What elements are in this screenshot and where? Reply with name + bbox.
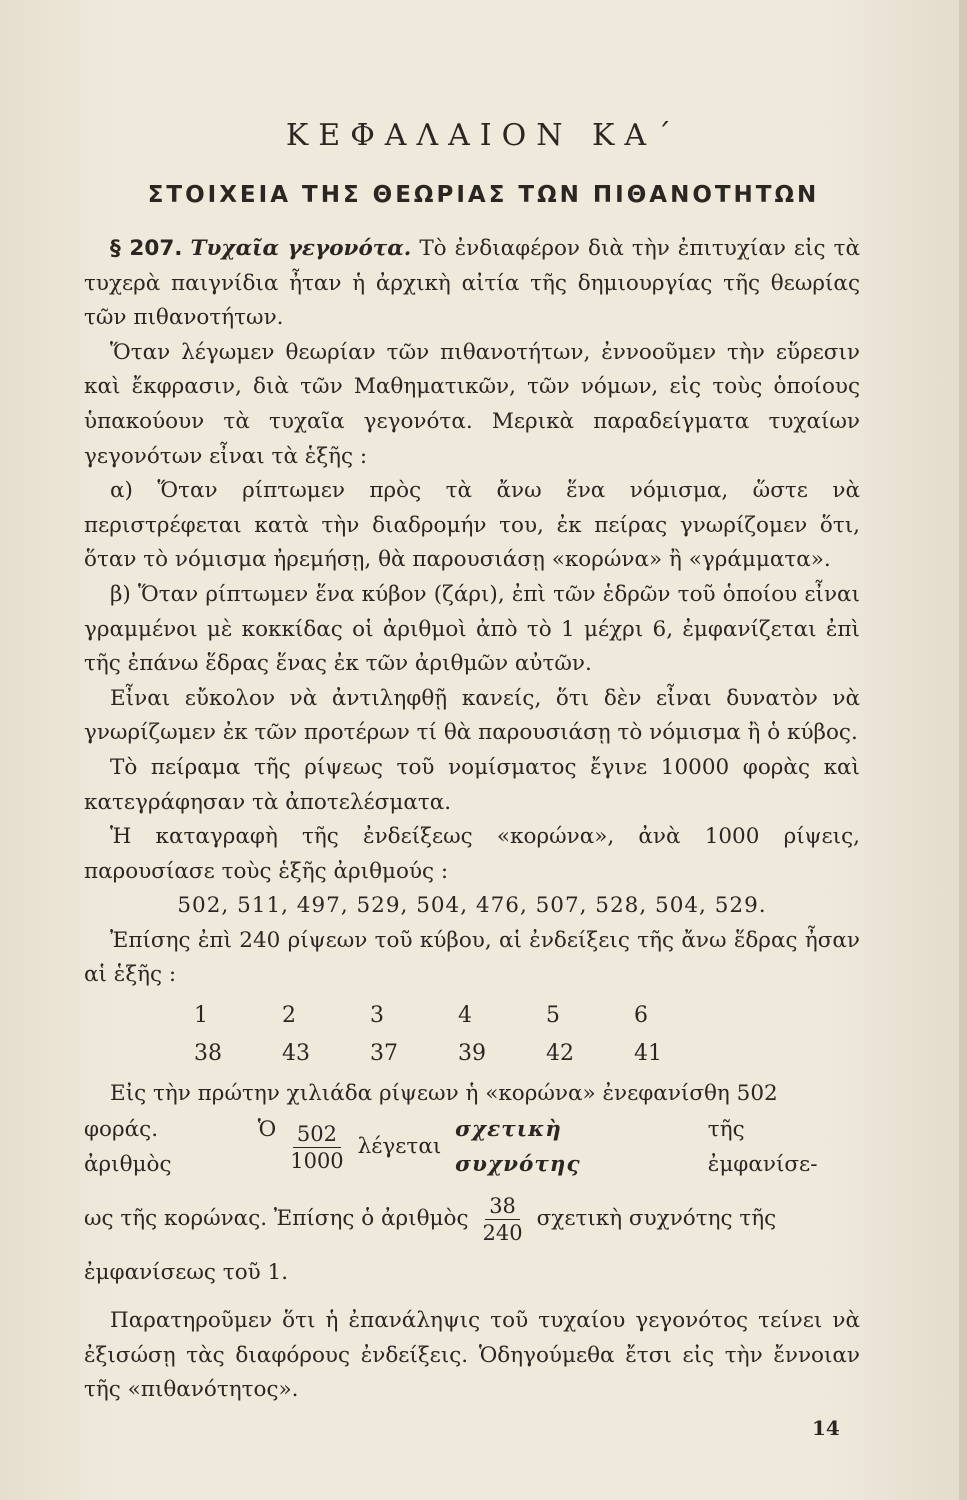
page-number: 14 xyxy=(812,1416,840,1440)
paragraph-definition: Ὅταν λέγωμεν θεωρίαν τῶν πιθανοτήτων, ἐννοοῦμεν τὴν εὕρεσιν καὶ ἔκφρασιν, διὰ τῶν Μαθηματικῶν, τῶν νόμων, εἰς τοὺς ὁποίους ὑπακούουν τὰ τυχαῖα γεγονότα. Μερικὰ παραδείγματα τυχαίων γεγονότων εἶναι τὰ ἑξῆς : xyxy=(84,339,860,469)
section-title: ΣΤΟΙΧΕΙΑ ΤΗΣ ΘΕΩΡΙΑΣ ΤΩΝ ΠΙΘΑΝΟΤΗΤΩΝ xyxy=(147,182,820,208)
dice-face: 2 xyxy=(282,1003,296,1029)
dice-face: 6 xyxy=(634,1003,648,1029)
dice-count: 37 xyxy=(370,1041,398,1067)
paragraph-probability: Παρατηροῦμεν ὅτι ἡ ἐπανάληψις τοῦ τυχαίου γεγονότος τείνει νὰ ἐξισώσῃ τὰς διαφόρους ἐνδείξεις. Ὁδηγούμεθα ἔτσι εἰς τὴν ἔννοιαν τῆς «πιθανότητος». xyxy=(84,1308,860,1403)
frac1-before: φοράς. Ὁ ἀριθμὸς xyxy=(84,1117,277,1177)
dice-face: 5 xyxy=(546,1003,560,1029)
coin-results: 502, 511, 497, 529, 504, 476, 507, 528, 504, 529. xyxy=(177,893,767,919)
paragraph-first-thousand: Εἰς τὴν πρώτην χιλιάδα ρίψεων ἡ «κορώνα» ἐνεφανίσθη 502 xyxy=(110,1081,778,1107)
paragraph-experiment: Τὸ πείραμα τῆς ρίψεως τοῦ νομίσματος ἔγινε 10000 φορὰς καὶ κατεγράφησαν τὰ ἀποτελέσματα. xyxy=(84,754,860,815)
paragraph-recording: Ἡ καταγραφὴ τῆς ἐνδείξεως «κορώνα», ἀνὰ 1000 ρίψεις, παρουσίασε τοὺς ἑξῆς ἀριθμούς : xyxy=(84,824,860,884)
fraction-line-1 xyxy=(84,1112,860,1184)
dice-count: 42 xyxy=(546,1041,574,1067)
paragraph-example-die: β) Ὅταν ρίπτωμεν ἕνα κύβον (ζάρι), ἐπὶ τῶν ἑδρῶν τοῦ ὁποίου εἶναι γραμμένοι μὲ κοκκίδας οἱ ἀριθμοὶ ἀπὸ τὸ 1 μέχρι 6, ἐμφανίζεται ἐπὶ τῆς ἐπάνω ἕδρας ἕνας ἐκ τῶν ἀριθμῶν αὐτῶν. xyxy=(84,581,860,677)
dice-face: 3 xyxy=(370,1003,384,1029)
paragraph-appearance-of-one: ἐμφανίσεως τοῦ 1. xyxy=(84,1259,289,1285)
frac1-middle: λέγεται xyxy=(357,1134,442,1160)
section-heading: Τυχαῖα γεγονότα. xyxy=(190,236,412,261)
paragraph-die-throws: Ἐπίσης ἐπὶ 240 ρίψεων τοῦ κύβου, αἱ ἐνδείξεις τῆς ἄνω ἕδρας ἦσαν αἱ ἑξῆς : xyxy=(84,927,860,988)
dice-face: 4 xyxy=(458,1003,472,1029)
heading-paragraph xyxy=(84,232,860,336)
dice-count: 39 xyxy=(458,1041,486,1067)
dice-faces-row xyxy=(194,997,722,1035)
fraction-numerator: 502 xyxy=(293,1121,341,1148)
dice-count: 43 xyxy=(282,1041,310,1067)
dice-counts-row xyxy=(194,1035,722,1073)
heading-text: Τὸ ἐνδιαφέρον διὰ τὴν ἐπιτυχίαν εἰς τὰ τυχερὰ παιγνίδια ἦταν ἡ ἀρχικὴ αἰτία τῆς δημιουργίας τῆς θεωρίας τῶν πιθανοτήτων. xyxy=(84,236,860,331)
fraction-numerator: 38 xyxy=(485,1193,520,1220)
fraction-denominator: 1000 xyxy=(290,1149,344,1174)
page-edge xyxy=(959,0,967,1500)
dice-count: 41 xyxy=(634,1041,662,1067)
paragraph-example-coin: α) Ὅταν ρίπτωμεν πρὸς τὰ ἄνω ἕνα νόμισμα, ὥστε νὰ περιστρέφεται κατὰ τὴν διαδρομήν του, ἐκ πείρας γνωρίζομεν ὅτι, ὅταν τὸ νόμισμα ἠρεμήσῃ, θὰ παρουσιάσῃ «κορώνα» ἢ «γράμματα». xyxy=(84,478,860,573)
frac2-after: σχετικὴ συχνότης τῆς xyxy=(536,1206,777,1232)
dice-face: 1 xyxy=(194,1003,208,1029)
paragraph-unpredictable: Εἶναι εὔκολον νὰ ἀντιληφθῇ κανείς, ὅτι δὲν εἶναι δυνατὸν νὰ γνωρίζωμεν ἐκ τῶν προτέρων τί θὰ παρουσιάσῃ τὸ νόμισμα ἢ ὁ κύβος. xyxy=(84,685,860,746)
body-text xyxy=(84,232,860,1408)
fraction-denominator: 240 xyxy=(482,1221,523,1246)
fraction-38-240 xyxy=(479,1193,527,1246)
fraction-502-1000 xyxy=(286,1121,347,1174)
relative-frequency-term: σχετικὴ συχνότης xyxy=(455,1117,581,1177)
chapter-title: ΚΕΦΑΛΑΙΟΝ ΚΑ΄ xyxy=(285,118,682,153)
fraction-line-2 xyxy=(84,1184,860,1256)
dice-count: 38 xyxy=(194,1041,222,1067)
section-number: § 207. xyxy=(110,236,183,261)
frac1-after: τῆς ἐμφανίσε- xyxy=(707,1117,818,1177)
frac2-before: ως τῆς κορώνας. Ἐπίσης ὁ ἀριθμὸς xyxy=(84,1206,469,1232)
dice-results-table xyxy=(194,997,722,1073)
